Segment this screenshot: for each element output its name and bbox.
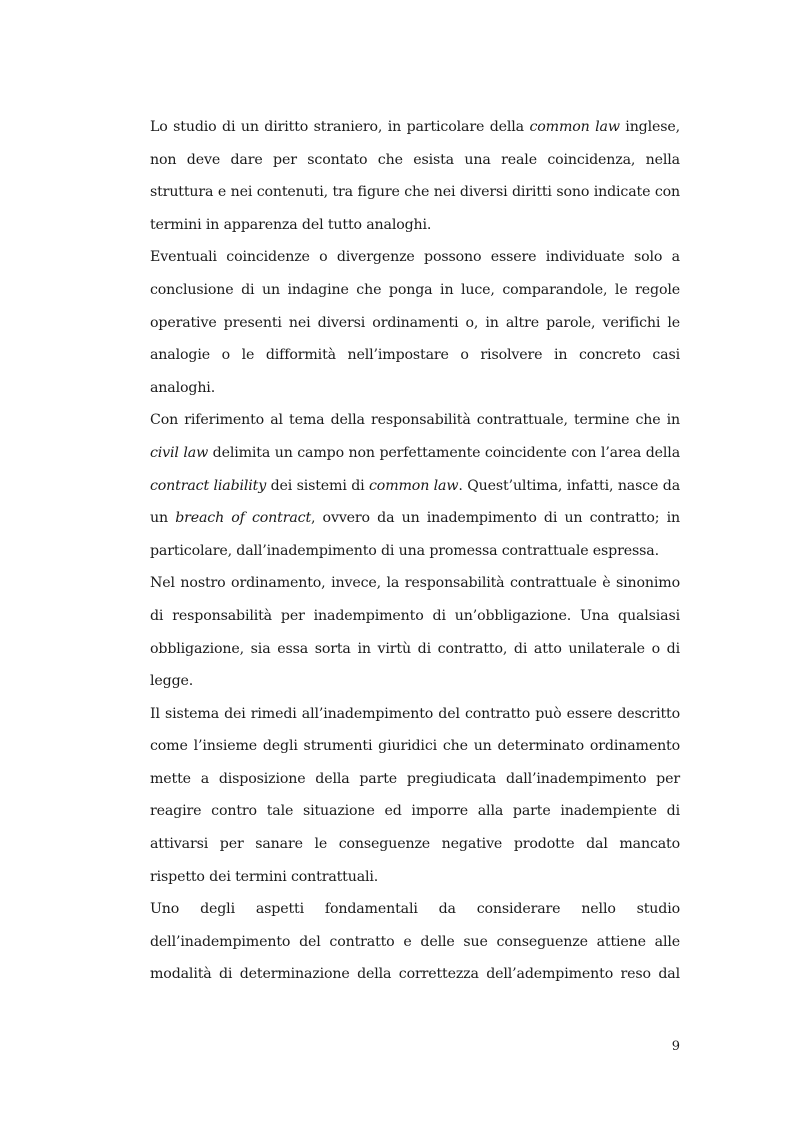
paragraph-2 bbox=[150, 241, 680, 404]
text-segment: Uno degli aspetti fondamentali da considerare nello studio dell’inadempimento del contratto e delle sue conseguenze attiene alle modalità di determinazione della correttezza dell’adempimento reso dal bbox=[150, 901, 680, 983]
paragraph-5 bbox=[150, 698, 680, 894]
italic-term: common law bbox=[529, 119, 620, 135]
text-segment: . Quest’ultima, infatti, nasce da un bbox=[150, 477, 680, 527]
paragraph-4 bbox=[150, 567, 680, 697]
italic-term: breach of contract bbox=[175, 510, 311, 527]
paragraph-6 bbox=[150, 893, 680, 991]
text-segment: , ovvero da un inadempimento di un contratto; in particolare, dall’inadempimento di una promessa contrattuale espressa. bbox=[150, 510, 680, 559]
text-segment: Nel nostro ordinamento, invece, la responsabilità contrattuale è sinonimo di responsabilità per inadempimento di un’obbligazione. Una qualsiasi obbligazione, sia essa sorta in virtù di contratto, di atto unilaterale o di legge. bbox=[150, 575, 680, 690]
text-segment: Con riferimento al tema della responsabilità contrattuale, termine che in bbox=[150, 412, 680, 429]
italic-term: civil law bbox=[150, 444, 209, 461]
text-segment: Lo studio di un diritto straniero, in particolare della bbox=[150, 119, 530, 135]
text-segment: Eventuali coincidenze o divergenze possono essere individuate solo a conclusione di un indagine che ponga in luce, comparandole, le regole operative presenti nei diversi ordinamenti o, in altre parole, verifichi le analogie o le difformità nell’impostare o risolvere in concreto casi analoghi. bbox=[150, 249, 680, 396]
text-segment: dei sistemi di bbox=[266, 477, 370, 494]
italic-term: common law bbox=[369, 477, 459, 494]
paragraph-1 bbox=[150, 111, 680, 241]
page-number: 9 bbox=[671, 1039, 680, 1054]
text-segment: delimita un campo non perfettamente coincidente con l’area della bbox=[208, 444, 680, 461]
document-body bbox=[150, 111, 680, 991]
italic-term: contract liability bbox=[150, 477, 267, 494]
text-segment: Il sistema dei rimedi all’inadempimento del contratto può essere descritto come l’insieme degli strumenti giuridici che un determinato ordinamento mette a disposizione della parte pregiudicata dall’inadempimento per reagire contro tale situazione ed imporre alla parte inadempiente di attivarsi per sanare le conseguenze negative prodotte dal mancato rispetto dei termini contrattuali. bbox=[150, 705, 680, 885]
text-segment: inglese, non deve dare per scontato che esista una reale coincidenza, nella struttura e nei contenuti, tra figure che nei diversi diritti sono indicate con termini in apparenza del tutto analoghi. bbox=[150, 119, 680, 233]
paragraph-3 bbox=[150, 404, 680, 567]
